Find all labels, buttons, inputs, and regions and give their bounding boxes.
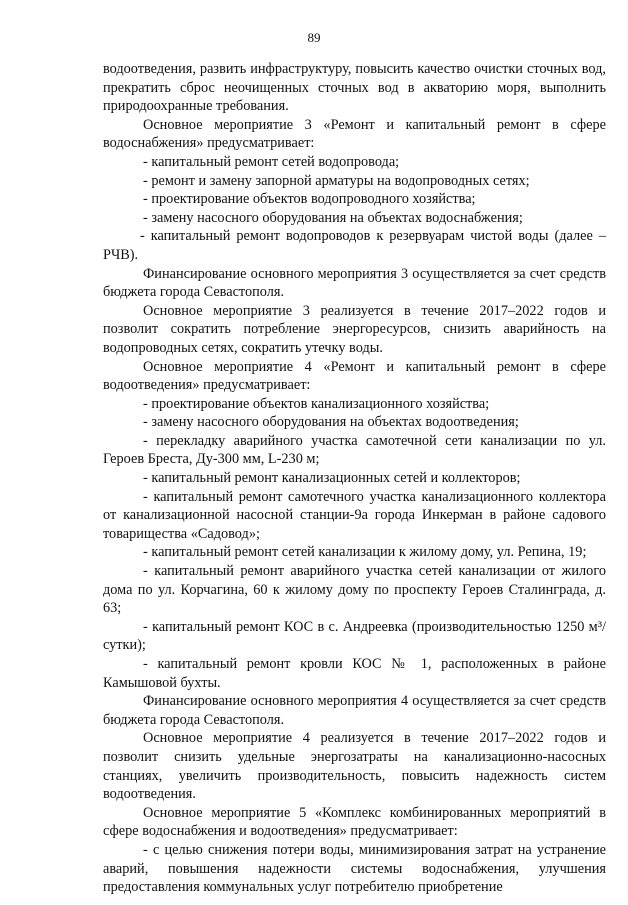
paragraph: Финансирование основного мероприятия 4 осуществляется за счет средств бюджета города Севастополя. [103, 693, 606, 728]
page-number: 89 [307, 30, 321, 45]
list-item: - капитальный ремонт сетей водопровода; [143, 153, 400, 170]
list-item: - замену насосного оборудования на объектах водоотведения; [143, 414, 519, 431]
list-item: - капитальный ремонт кровли КОС № 1, расположенных в районе Камышовой бухты. [103, 656, 606, 691]
list-item: - капитальный ремонт канализационных сетей и коллекторов; [143, 470, 521, 487]
list-item: - проектирование объектов водопроводного хозяйства; [143, 191, 476, 208]
list-item: - замену насосного оборудования на объектах водоснабжения; [143, 209, 523, 226]
paragraph: Основное мероприятие 3 реализуется в течение 2017–2022 годов и позволит сократить потребление энергоресурсов, снизить аварийность на водопроводных сетях, сократить утечку воды. [103, 302, 606, 356]
paragraph: водоотведения, развить инфраструктуру, повысить качество очистки сточных вод, прекратить сброс неочищенных сточных вод в акваторию моря, выполнить природоохранные требования. [103, 61, 606, 115]
paragraph: Финансирование основного мероприятия 3 осуществляется за счет средств бюджета города Севастополя. [103, 265, 606, 301]
paragraph: Основное мероприятие 4 «Ремонт и капитальный ремонт в сфере водоотведения» предусматривает: [103, 358, 606, 394]
paragraph: Основное мероприятие 4 реализуется в течение 2017–2022 годов и позволит снизить удельные энергозатраты на канализационно-насосных станциях, увеличить производительность, повысить надежность систем водоотведения. [103, 730, 606, 803]
list-item: - капитальный ремонт водопроводов к резервуарам чистой воды (далее – РЧВ). [103, 228, 606, 263]
paragraph: Основное мероприятие 5 «Комплекс комбинированных мероприятий в сфере водоснабжения и водоотведения» предусматривает: [103, 804, 606, 840]
list-item: - капитальный ремонт аварийного участка сетей канализации от жилого дома по ул. Корчагина, 60 к жилому дому по проспекту Героев Сталинграда, д. 63; [103, 563, 606, 617]
document-body [103, 60, 606, 897]
list-item: - капитальный ремонт КОС в с. Андреевка (производительностью 1250 м³/сутки); [103, 618, 606, 654]
list-item: - ремонт и замену запорной арматуры на водопроводных сетях; [143, 172, 530, 189]
paragraph: Основное мероприятие 3 «Ремонт и капитальный ремонт в сфере водоснабжения» предусматривает: [103, 116, 606, 152]
list-item: - с целью снижения потери воды, минимизирования затрат на устранение аварий, повышения надежности системы водоснабжения, улучшения предоставления коммунальных услуг потребителю приобретение [103, 841, 606, 896]
list-item: - перекладку аварийного участка самотечной сети канализации по ул. Героев Бреста, Ду-300 мм, L-230 м; [103, 432, 606, 468]
list-item: - капитальный ремонт сетей канализации к жилому дому, ул. Репина, 19; [143, 544, 587, 561]
list-item: - капитальный ремонт самотечного участка канализационного коллектора от канализационной насосной станции-9а города Инкерман в районе садового товарищества «Садовод»; [103, 488, 606, 542]
list-item: - проектирование объектов канализационного хозяйства; [143, 395, 490, 412]
